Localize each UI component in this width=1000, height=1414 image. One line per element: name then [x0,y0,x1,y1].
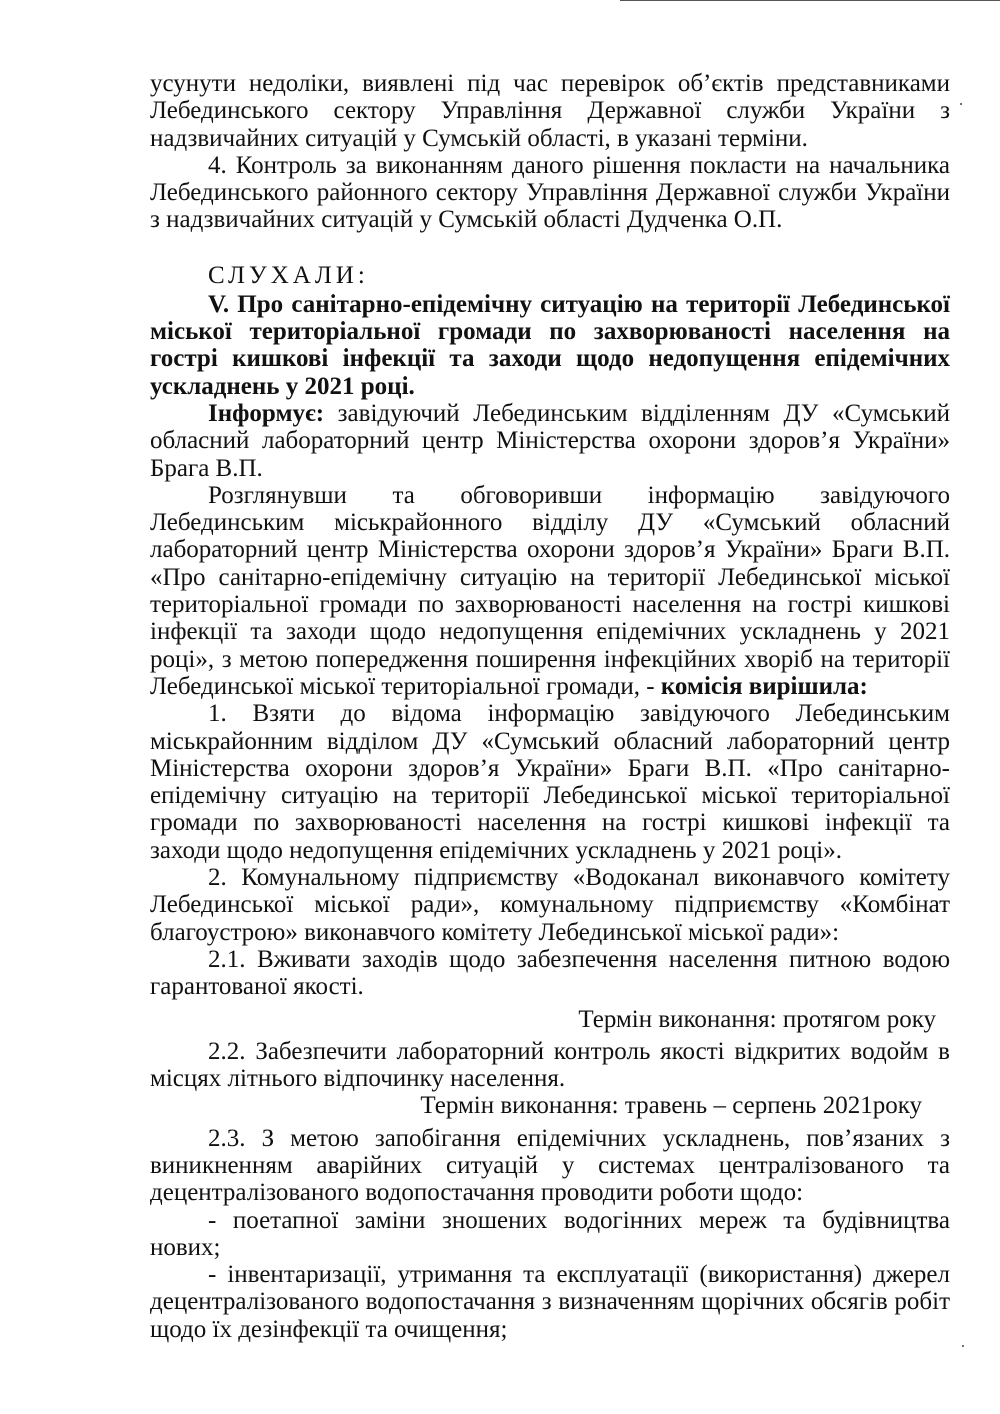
considered-paragraph [150,482,950,700]
decision-item-2-2: 2.2. Забезпечити лабораторний контроль якості відкритих водойм в місцях літнього відпочинку населення. [150,1037,950,1093]
bullet-item: - поетапної заміни зношених водогінних мереж та будівництва нових; [150,1206,950,1261]
paragraph-eliminate-deficiencies: усунути недоліки, виявлені під час перевірок об’єктів представниками Лебединського сектору Управління Державної служби України з надзвичайних ситуацій у Сумській області, в указані терміни. [150,70,950,152]
informs-label: Інформує: [208,399,325,427]
decision-item-1: 1. Взяти до відома інформацію завідуючого Лебединським міськрайонним відділом ДУ «Сумський обласний лабораторний центр Міністерства охорони здоров’я України» Браги В.П. «Про санітарно-епідемічну ситуацію на території Лебединської міської територіальної громади по захворюваності населення на гострі кишкові інфекції та заходи щодо недопущення епідемічних ускладнень у 2021 році». [150,700,950,864]
paragraph-control-clause: 4. Контроль за виконанням даного рішення покласти на начальника Лебединського районного сектору Управління Державної служби України з надзвичайних ситуацій у Сумській області Дудченка О.П. [150,151,950,234]
document-page [150,70,950,1343]
commission-decided-label: комісія вирішила: [654,672,868,700]
scan-speck [962,1345,964,1347]
decision-item-2: 2. Комунальному підприємству «Водоканал виконавчого комітету Лебединської міської ради», комунальному підприємству «Комбінат благоустрою» виконавчого комітету Лебединської міської ради»: [150,864,950,946]
considered-text: Розглянувши та обговоривши інформацію завідуючого Лебединським міськрайонного відділу ДУ «Сумський обласний лабораторний центр Міністерства охорони здоров’я України» Браги В.П. «Про санітарно-епідемічну ситуацію на території Лебединської міської територіальної громади по захворюваності населення на гострі кишкові інфекції та заходи щодо недопущення епідемічних ускладнень у 2021 році», з метою попередження поширення інфекційних хворіб на території Лебединської міської територіальної громади, - [150,481,950,700]
decision-item-2-1: 2.1. Вживати заходів щодо забезпечення населення питною водою гарантованої якості. [150,945,950,1001]
scan-speck [960,103,962,105]
informs-paragraph [150,400,950,482]
informs-text: завідуючий Лебединським відділенням ДУ «Сумський обласний лабораторний центр Міністерства охорони здоров’я України» Брага В.П. [150,399,950,482]
bullet-item: - інвентаризації, утримання та експлуатації (використання) джерел децентралізованого водопостачання з визначенням щорічних обсягів робіт щодо їх дезінфекції та очищення; [150,1261,950,1343]
deadline-2-2: Термін виконання: травень – серпень 2021року [420,1092,922,1120]
section-heading-heard: СЛУХАЛИ: [208,261,369,289]
decision-item-2-3: 2.3. З метою запобігання епідемічних ускладнень, пов’язаних з виникненням аварійних ситуацій у системах централізованого та децентралізованого водопостачання проводити роботи щодо: [150,1124,950,1207]
deadline-2-1: Термін виконання: протягом року [578,1005,936,1033]
agenda-topic: V. Про санітарно-епідемічну ситуацію на території Лебединської міської територіальної громади по захворюваності населення на гострі кишкові інфекції та заходи щодо недопущення епідемічних ускладнень у 2021 році. [150,290,950,400]
scan-edge-line [620,0,1000,1]
